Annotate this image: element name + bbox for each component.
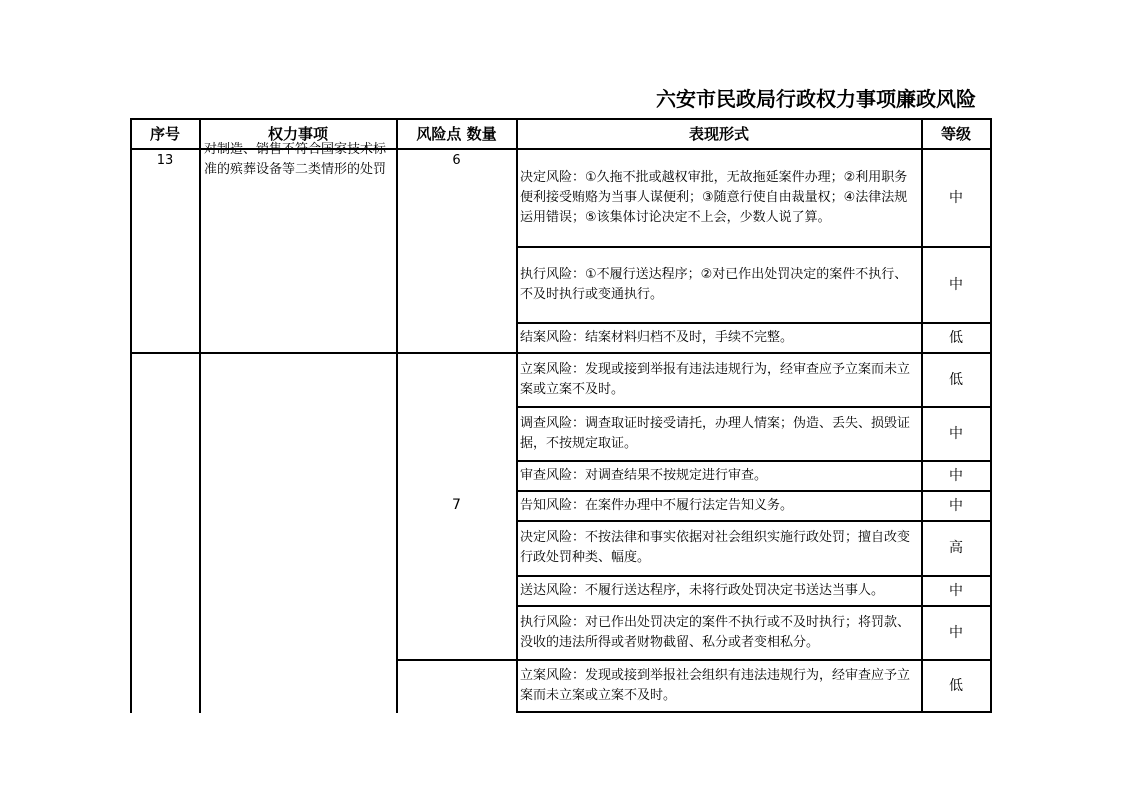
risk-level-cell: 低 [949,329,963,346]
power-item-clip [204,140,394,178]
header-index: 序号 [149,124,180,143]
risk-level-cell: 中 [949,497,963,514]
risk-form-cell: 立案风险：发现或接到举报有违法违规行为，经审查应予立案而未立案或立案不及时。 [520,361,911,397]
column-border [396,118,398,713]
risk-level-cell: 中 [949,467,963,484]
header-item: 权力事项 [267,124,328,143]
risk-form-cell: 决定风险：①久拖不批或越权审批，无故拖延案件办理；②利用职务便利接受贿赂为当事人谋便利；③随意行使自由裁量权；④法律法规运用错误；⑤该集体讨论决定不上会，少数人说了算。 [520,170,908,225]
risk-level-cell: 低 [949,371,963,388]
risk-level-cell: 中 [949,276,963,293]
risk-form-cell: 结案风险：结案材料归档不及时，手续不完整。 [520,329,794,345]
risk-form-cell: 决定风险：不按法律和事实依据对社会组织实施行政处罚；擅自改变行政处罚种类、幅度。 [520,530,911,565]
page-title: 六安市民政局行政权力事项廉政风险 [656,87,976,111]
risk-form-cell: 执行风险：①不履行送达程序；②对已作出处罚决定的案件不执行、不及时执行或变通执行。 [520,266,908,302]
risk-form-cell: 送达风险：不履行送达程序，未将行政处罚决定书送达当事人。 [520,582,885,598]
risk-level-cell: 中 [949,425,963,442]
header-count: 风险点 数量 [416,124,497,143]
risk-count: 7 [452,497,461,513]
power-item-name: 对制造、销售不符合国家技术标准的殡葬设备等二类情形的处罚 [204,142,387,177]
column-border [130,118,132,713]
header-form: 表现形式 [688,124,749,143]
table-border-bottom [516,711,991,713]
column-border [990,118,992,713]
risk-form-cell: 审查风险：对调查结果不按规定进行审查。 [520,467,768,483]
risk-level-cell: 高 [949,540,963,556]
risk-level-cell: 中 [949,189,963,206]
risk-level-cell: 中 [949,582,963,599]
column-border [199,118,201,713]
risk-form-cell: 执行风险：对已作出处罚决定的案件不执行或不及时执行；将罚款、没收的违法所得或者财物截留、私分或者变相私分。 [520,614,911,650]
risk-form-cell: 告知风险：在案件办理中不履行法定告知义务。 [520,497,794,513]
risk-level-cell: 低 [949,677,963,694]
risk-form-cell: 调查风险：调查取证时接受请托，办理人情案；伪造、丢失、损毁证据，不按规定取证。 [520,415,911,451]
risk-level-cell: 中 [949,624,963,641]
row-index: 13 [156,153,174,168]
risk-form-cell: 立案风险：发现或接到举报社会组织有违法违规行为，经审查应予立案而未立案或立案不及时。 [520,667,911,703]
risk-count: 6 [452,153,461,168]
header-level: 等级 [940,124,971,143]
